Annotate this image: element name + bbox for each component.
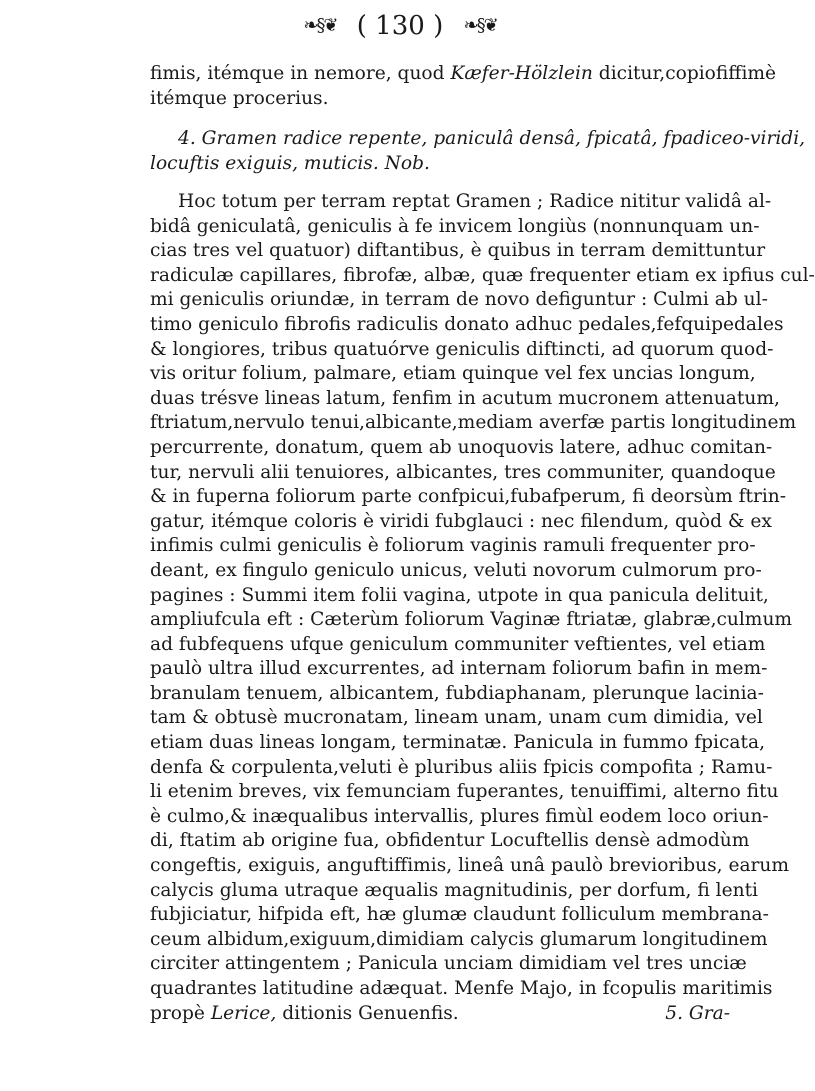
species-description xyxy=(150,190,815,1026)
species-heading xyxy=(150,127,806,176)
text-line: itémque procerius. xyxy=(150,87,329,109)
page-header xyxy=(0,8,800,43)
ornament-left-icon: ❧§❦ xyxy=(303,15,337,36)
text-line: timo geniculo fibrofis radiculis donato adhuc pedales,fefquipedales xyxy=(150,313,784,335)
text-line: mi geniculis oriundæ, in terram de novo defiguntur : Culmi ab ul- xyxy=(150,289,768,311)
catchword: 5. Gra- xyxy=(665,1002,730,1024)
text-line: quadrantes latitudine adæquat. Menfe Majo, in fcopulis maritimis xyxy=(150,978,773,999)
text-line: ampliufcula eft : Cæterùm foliorum Vaginæ ftriatæ, glabræ,culmum xyxy=(150,609,793,631)
text-line: ceum albidum,exiguum,dimidiam calycis glumarum longitudinem xyxy=(150,928,768,950)
text-line: denfa & corpulenta,veluti è pluribus aliis fpicis compofita ; Ramu- xyxy=(150,756,773,778)
text-line: di, ftatim ab origine fua, obfidentur Locuftellis densè admodùm xyxy=(150,830,750,852)
text-line: deant, ex fingulo geniculo unicus, veluti novorum culmorum pro- xyxy=(150,559,762,581)
text-line: 4. Gramen radice repente, paniculâ densâ, fpicatâ, fpadiceo-viridi, xyxy=(178,128,806,149)
text-line-final xyxy=(150,1002,730,1027)
text-line: paulò ultra illud excurrentes, ad internam foliorum bafin in mem- xyxy=(150,658,768,680)
text-line: tur, nervuli alii tenuiores, albicantes, tres communiter, quandoque xyxy=(150,461,776,483)
page-number: ( 130 ) xyxy=(356,11,444,41)
text-line: ad fubfequens ufque geniculum communiter veftientes, vel etiam xyxy=(150,633,766,655)
text-line: fimis, itémque in nemore, quod Kæfer-Hölzlein dicitur,copiofiffimè xyxy=(150,63,777,84)
ornament-right-icon: ❧§❦ xyxy=(463,15,497,36)
text-line: li etenim breves, vix femunciam fuperantes, tenuiffimi, alterno fitu xyxy=(150,781,779,803)
text-line: branulam tenuem, albicantem, fubdiaphanam, plerunque lacinia- xyxy=(150,682,764,704)
text-line: fubjiciatur, hifpida eft, hæ glumæ claudunt folliculum membrana- xyxy=(150,904,769,926)
text-line: congeftis, exiguis, anguftiffimis, lineâ unâ paulò brevioribus, earum xyxy=(150,855,790,877)
text-line: etiam duas lineas longam, terminatæ. Panicula in fummo fpicata, xyxy=(150,732,765,754)
text-line: cias tres vel quatuor) diftantibus, è quibus in terram demittuntur xyxy=(150,240,766,262)
text-line: tam & obtusè mucronatam, lineam unam, unam cum dimidia, vel xyxy=(150,707,763,729)
text-line: Hoc totum per terram reptat Gramen ; Radice nititur validâ al- xyxy=(178,191,772,212)
paragraph-continuation xyxy=(150,62,777,111)
text-line: ftriatum,nervulo tenui,albicante,mediam averfæ partis longitudinem xyxy=(150,412,797,434)
text-line: gatur, itémque coloris è viridi fubglauci : nec filendum, quòd & ex xyxy=(150,510,772,532)
text-line: duas trésve lineas latum, fenfim in acutum mucronem attenuatum, xyxy=(150,387,780,409)
text-line: & in fuperna foliorum parte confpicui,fubafperum, fi deorsùm ftrin- xyxy=(150,486,787,508)
text-line: vis oritur folium, palmare, etiam quinque vel fex uncias longum, xyxy=(150,363,756,385)
text-line: propè Lerice, ditionis Genuenfis. xyxy=(150,1002,459,1024)
text-line: locuftis exiguis, muticis. Nob. xyxy=(150,152,430,174)
text-line: è culmo,& inæqualibus intervallis, plures fimùl eodem loco oriun- xyxy=(150,805,769,827)
text-line: bidâ geniculatâ, geniculis à fe invicem longiùs (nonnunquam un- xyxy=(150,215,760,237)
text-line: calycis gluma utraque æqualis magnitudinis, per dorfum, fi lenti xyxy=(150,879,758,901)
text-line: percurrente, donatum, quem ab unoquovis latere, adhuc comitan- xyxy=(150,436,773,458)
text-line: & longiores, tribus quatuórve geniculis diftincti, ad quorum quod- xyxy=(150,338,774,360)
text-line: pagines : Summi item folii vagina, utpote in qua panicula delituit, xyxy=(150,584,769,606)
text-line: infimis culmi geniculis è foliorum vaginis ramuli frequenter pro- xyxy=(150,535,756,557)
text-line: circiter attingentem ; Panicula unciam dimidiam vel tres unciæ xyxy=(150,953,747,975)
text-line: radiculæ capillares, fibrofæ, albæ, quæ frequenter etiam ex ipfius cul- xyxy=(150,264,815,286)
